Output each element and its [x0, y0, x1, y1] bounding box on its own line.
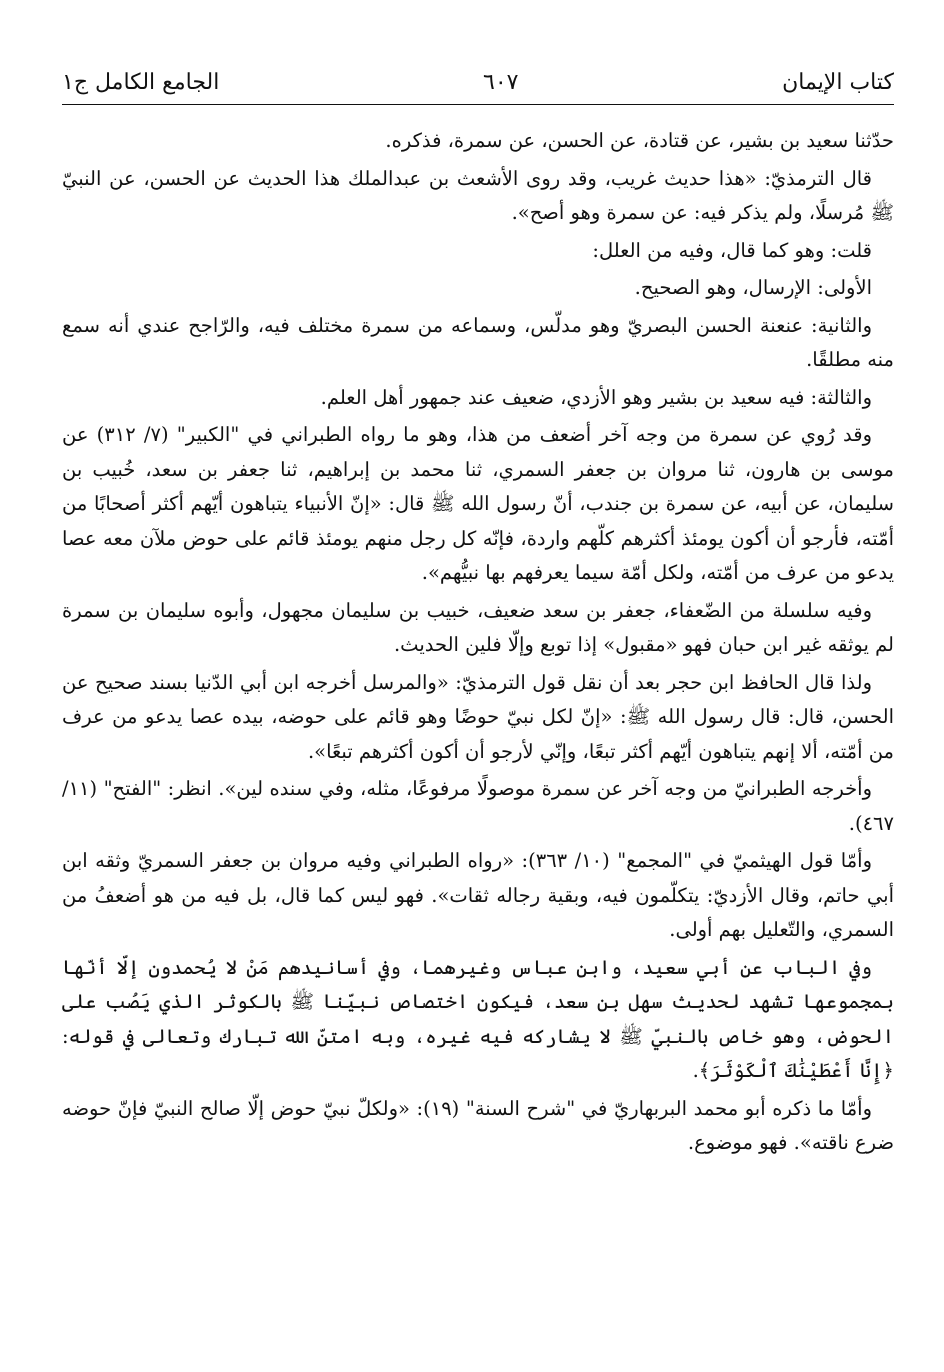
page-number: ٦٠٧	[483, 70, 519, 95]
paragraph-13: وأمّا ما ذكره أبو محمد البربهاريّ في "شرح السنة" (١٩): «ولكلّ نبيّ حوض إلّا صالح النبيّ فإنّ حوضه ضرع ناقته». فهو موضوع.	[62, 1096, 894, 1154]
paragraph-3: قلت: وهو كما قال، وفيه من العلل:	[592, 238, 872, 262]
volume-title: الجامع الكامل ج١	[62, 70, 220, 95]
paragraph-1: حدّثنا سعيد بن بشير، عن قتادة، عن الحسن، عن سمرة، فذكره.	[385, 129, 894, 152]
paragraph-6: والثالثة: فيه سعيد بن بشير وهو الأزدي، ضعيف عند جمهور أهل العلم.	[320, 385, 872, 409]
header-divider	[62, 104, 894, 105]
paragraph-5: والثانية: عنعنة الحسن البصريّ وهو مدلّس، وسماعه من سمرة مختلف فيه، والرّاجح عندي أنه سمع منه مطلقًا.	[62, 313, 894, 371]
paragraph-7: وقد رُوي عن سمرة من وجه آخر أضعف من هذا، وهو ما رواه الطبراني في "الكبير" (٧/ ٣١٢) عن موسى بن هارون، ثنا مروان بن جعفر السمري، ثنا محمد بن إبراهيم، ثنا جعفر بن سعد، خُبيب بن سليمان، عن أبيه، عن سمرة بن جندب، أنّ رسول الله ﷺ قال: «إنّ الأنبياء يتباهون أيّهم أكثر أصحابًا من أمّته، فأرجو أن أكون يومئذ أكثرهم كلّهم واردة، فإنّه كل رجل منهم يومئذ قائم على حوض ملآن معه عصا يدعو من عرف من أمّته، ولكل أمّة سيما يعرفهم بها نبيُّهم».	[62, 423, 894, 584]
paragraph-11: وأمّا قول الهيثميّ في "المجمع" (١٠/ ٣٦٣): «رواه الطبراني وفيه مروان بن جعفر السمريّ وثقه ابن أبي حاتم، وقال الأزديّ: يتكلّمون فيه، وبقية رجاله ثقات». فهو ليس كما قال، بل فيه من هو أضعفُ من السمري، والتّعليل بهم أولى.	[62, 849, 894, 941]
paragraph-9: ولذا قال الحافظ ابن حجر بعد أن نقل قول الترمذيّ: «والمرسل أخرجه ابن أبي الدّنيا بسند صحيح عن الحسن، قال: قال رسول الله ﷺ: «إنّ لكل نبيّ حوضًا وهو قائم على حوضه، بيده عصا يدعو من عرف من أمّته، ألا إنهم يتباهون أيّهم أكثر تبعًا، وإنّي لأرجو أن أكون أكثرهم تبعًا».	[62, 670, 894, 763]
book-title: كتاب الإيمان	[782, 70, 894, 95]
page-body	[62, 124, 894, 1164]
paragraph-4: الأولى: الإرسال، وهو الصحيح.	[634, 276, 872, 299]
page-header	[62, 56, 894, 96]
paragraph-10: وأخرجه الطبرانيّ من وجه آخر عن سمرة موصولًا مرفوعًا، مثله، وفي سنده لين». انظر: "الفتح" (١١/ ٤٦٧).	[62, 777, 894, 835]
paragraph-8: وفيه سلسلة من الضّعفاء، جعفر بن سعد ضعيف، خبيب بن سليمان مجهول، وأبوه سليمان بن سمرة لم يوثقه غير ابن حبان فهو «مقبول» إذا توبع وإلّا فلين الحديث.	[62, 598, 894, 656]
paragraph-12: وفي الباب عن أبي سعيد، وابن عباس وغيرهما، وفي أسانيدهم مَنْ لا يُحمدون إلّا أنّها بمجموعها تشهد لحديث سهل بن سعد، فيكون اختصاص نبيّنا ﷺ بالكوثر الذي يَصُب على الحوض، وهو خاص بالنبيّ ﷺ لا يشاركه فيه غيره، وبه امتنّ الله تبارك وتعالى في قوله: ﴿إِنَّا أَعْطَيْنَٰكَ ٱلْكَوْثَرَ﴾.	[62, 955, 894, 1082]
paragraph-2: قال الترمذيّ: «هذا حديث غريب، وقد روى الأشعث بن عبدالملك هذا الحديث عن الحسن، عن النبيّ ﷺ مُرسلًا، ولم يذكر فيه: عن سمرة وهو أصح».	[62, 166, 894, 224]
